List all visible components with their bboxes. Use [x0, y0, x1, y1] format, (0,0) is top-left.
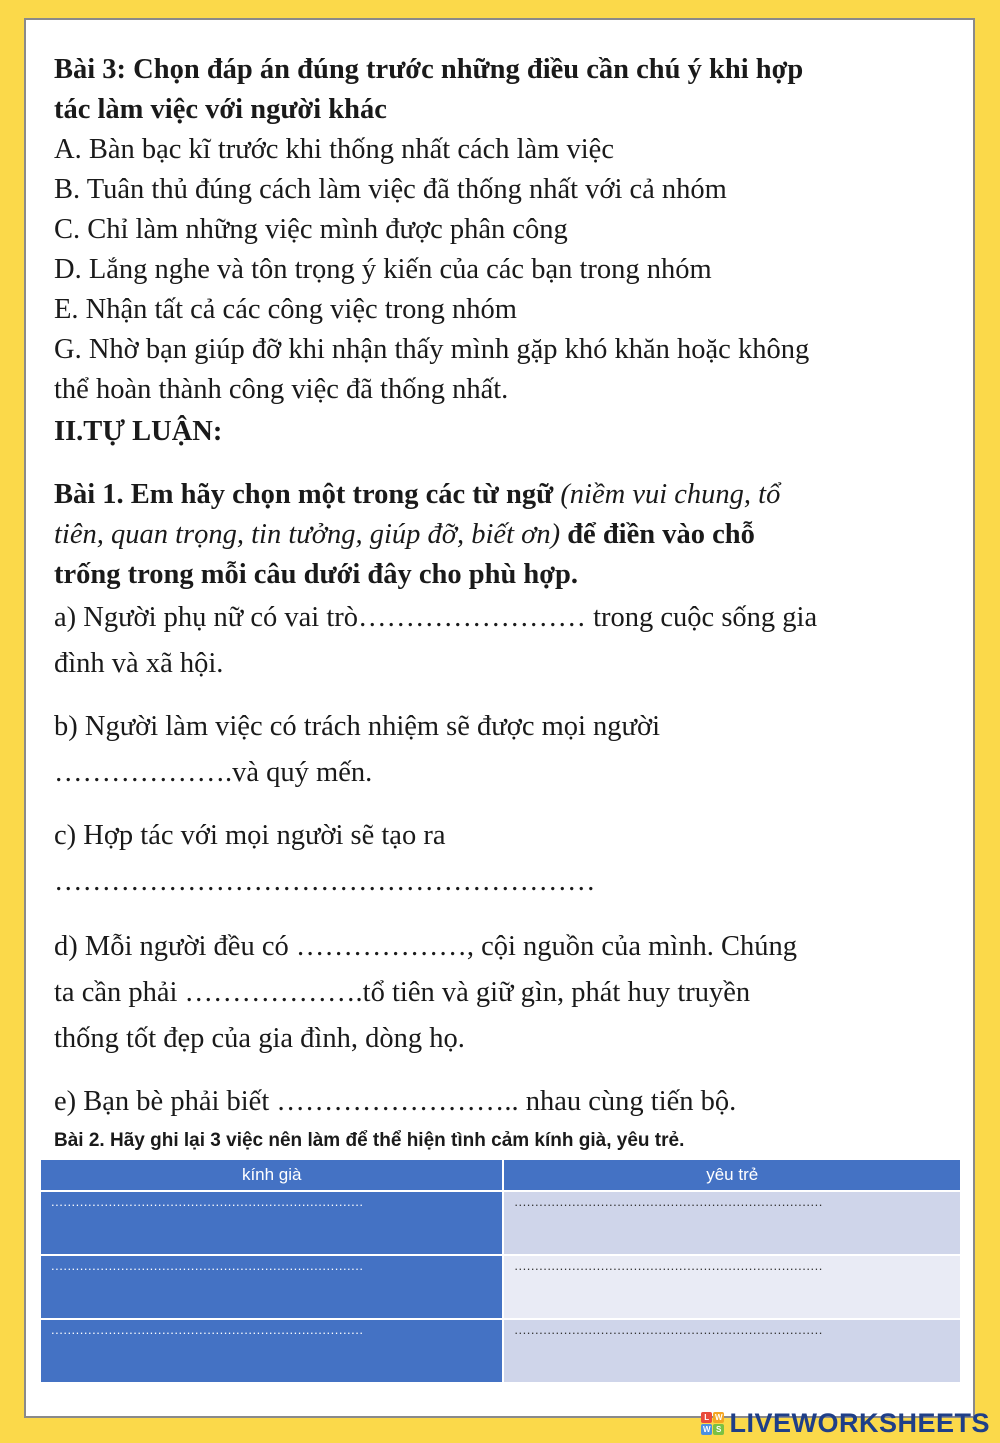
option-g-cont: thể hoàn thành công việc đã thống nhất.: [54, 374, 509, 405]
sentence-a[interactable]: a) Người phụ nữ có vai trò…………………… trong cuộc sống gia: [54, 602, 818, 633]
column-header-yeu-tre: yêu trẻ: [503, 1159, 961, 1191]
brand-name: LIVEWORKSHEETS: [729, 1407, 990, 1438]
bai1-lead: Bài 1. Em hãy chọn một trong các từ ngữ: [54, 479, 554, 510]
sentence-e[interactable]: e) Bạn bè phải biết …………………….. nhau cùng tiến bộ.: [54, 1086, 737, 1117]
bai3-title: Bài 3: Chọn đáp án đúng trước những điều cần chú ý khi hợp: [54, 54, 804, 85]
sentence-a-cont: đình và xã hội.: [54, 648, 224, 679]
answer-cell-right[interactable]: ...........................................................................: [503, 1255, 961, 1319]
answer-cell-right[interactable]: ...........................................................................: [503, 1319, 961, 1383]
option-b[interactable]: B. Tuân thủ đúng cách làm việc đã thống nhất với cả nhóm: [54, 174, 727, 205]
sentence-b: b) Người làm việc có trách nhiệm sẽ được mọi người: [54, 711, 660, 742]
worksheet-page: [24, 18, 975, 1418]
liveworksheets-logo-icon: L W W S: [702, 1412, 723, 1434]
sentence-d-end: thống tốt đẹp của gia đình, dòng họ.: [54, 1023, 465, 1054]
bai3-title-cont: tác làm việc với người khác: [54, 94, 387, 125]
bai1-tail: để điền vào chỗ: [567, 519, 755, 550]
option-g[interactable]: G. Nhờ bạn giúp đỡ khi nhận thấy mình gặp khó khăn hoặc không: [54, 334, 810, 365]
sentence-c: c) Hợp tác với mọi người sẽ tạo ra: [54, 820, 446, 851]
table-row: [40, 1191, 961, 1255]
table-row: [40, 1319, 961, 1383]
sentence-b-blank[interactable]: ……………….và quý mến.: [54, 757, 373, 788]
bai1-instruction-line1: [54, 475, 959, 515]
sentence-c-blank[interactable]: …………………………………………………: [54, 866, 596, 897]
table-row: [40, 1255, 961, 1319]
bai1-instruction-line2: [54, 515, 959, 555]
sentence-d[interactable]: d) Mỗi người đều có ………………, cội nguồn của mình. Chúng: [54, 931, 797, 962]
answer-cell-left[interactable]: ............................................................................: [40, 1191, 503, 1255]
sentence-d-cont[interactable]: ta cần phải ……………….tổ tiên và giữ gìn, phát huy truyền: [54, 977, 751, 1008]
bai1-instruction-line3: trống trong mỗi câu dưới đây cho phù hợp.: [54, 559, 579, 590]
option-d[interactable]: D. Lắng nghe và tôn trọng ý kiến của các bạn trong nhóm: [54, 254, 712, 285]
bai1-word-list: (niềm vui chung, tổ: [560, 479, 781, 510]
option-a[interactable]: A. Bàn bạc kĩ trước khi thống nhất cách làm việc: [54, 134, 614, 165]
answer-cell-left[interactable]: ............................................................................: [40, 1319, 503, 1383]
answer-table: [39, 1158, 962, 1384]
answer-cell-left[interactable]: ............................................................................: [40, 1255, 503, 1319]
column-header-kinh-gia: kính già: [40, 1159, 503, 1191]
bai1-word-list-cont: tiên, quan trọng, tin tưởng, giúp đỡ, biết ơn): [54, 519, 561, 550]
bai2-title: Bài 2. Hãy ghi lại 3 việc nên làm để thể hiện tình cảm kính già, yêu trẻ.: [54, 1130, 685, 1151]
answer-cell-right[interactable]: ...........................................................................: [503, 1191, 961, 1255]
option-e[interactable]: E. Nhận tất cả các công việc trong nhóm: [54, 294, 517, 325]
option-c[interactable]: C. Chỉ làm những việc mình được phân công: [54, 214, 568, 245]
section-heading: II.TỰ LUẬN:: [54, 416, 223, 447]
liveworksheets-brand[interactable]: [701, 1405, 990, 1441]
